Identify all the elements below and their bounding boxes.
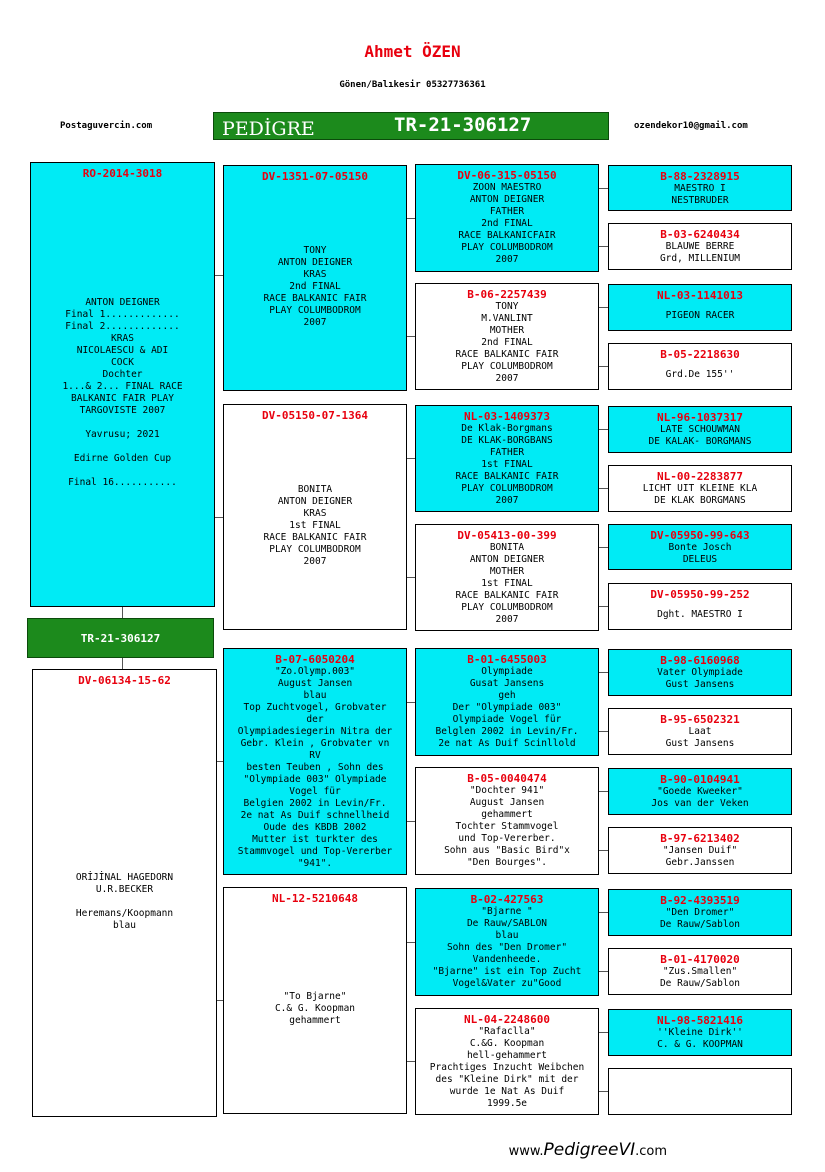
gen2-details: "Zo.Olymp.003" August Jansen blau Top Zuchtvogel, Grobvater der Olympiadesiegerin Nitra der Gebr. Klein , Grobvater vn RV besten Teuben , Sohn des "Olympiade 003" Olympiade Vogel für Belgien 2002 in Levin/Fr. 2e nat As Duif schnellheid Oude des KBDB 2002 Mutter ist turkter des Stammvogel und Top-Vererber "941". xyxy=(237,666,393,869)
gen4-ring: B-05-2218630 xyxy=(660,348,740,361)
connector-line xyxy=(216,761,223,762)
connector-line xyxy=(216,1000,223,1001)
gen4-card[interactable] xyxy=(608,165,792,211)
gen4-card[interactable] xyxy=(608,465,792,512)
gen4-details: PIGEON RACER xyxy=(665,310,735,321)
gen3-ring: B-02-427563 xyxy=(470,893,544,906)
gen3-ring: DV-06-315-05150 xyxy=(457,169,557,182)
gen4-details: "Zus.Smallen" De Rauw/Sablon xyxy=(659,966,741,989)
gen4-ring: NL-96-1037317 xyxy=(656,411,744,424)
connector-line xyxy=(407,702,415,703)
gen4-details: BLAUWE BERRE Grd, MILLENIUM xyxy=(659,241,741,264)
gen3-details: TONY M.VANLINT MOTHER 2nd FINAL RACE BALKANIC FAIR PLAY COLUMBODROM 2007 xyxy=(455,301,559,384)
pedigreevi-logo[interactable] xyxy=(509,1140,667,1160)
gen4-details: "Goede Kweeker" Jos van der Veken xyxy=(651,786,749,809)
pedigree-label: PEDİGRE xyxy=(222,118,315,140)
gen3-ring: B-01-6455003 xyxy=(467,653,547,666)
gen3-card[interactable] xyxy=(415,405,599,512)
gen3-card[interactable] xyxy=(415,767,599,875)
connector-line xyxy=(599,429,608,430)
gen4-card[interactable] xyxy=(608,524,792,570)
owner-name: Ahmet ÖZEN xyxy=(364,42,461,61)
gen4-card[interactable] xyxy=(608,827,792,874)
pedigree-banner xyxy=(213,112,609,140)
gen2-ring: NL-12-5210648 xyxy=(271,892,359,905)
sire-ring: RO-2014-3018 xyxy=(82,167,163,180)
gen4-details: "Den Dromer" De Rauw/Sablon xyxy=(659,907,741,930)
gen3-ring: NL-04-2248600 xyxy=(463,1013,551,1026)
gen2-details: BONITA ANTON DEIGNER KRAS 1st FINAL RACE BALKANIC FAIR PLAY COLUMBODROM 2007 xyxy=(263,483,367,567)
gen4-ring: NL-98-5821416 xyxy=(656,1014,744,1027)
gen4-card[interactable] xyxy=(608,948,792,995)
connector-line xyxy=(407,458,415,459)
gen3-card[interactable] xyxy=(415,648,599,756)
sire-card[interactable] xyxy=(30,162,215,607)
logo-brand: PedigreeVI xyxy=(543,1140,636,1160)
connector-line xyxy=(407,336,415,337)
gen4-card-empty[interactable] xyxy=(608,1068,792,1115)
gen3-card[interactable] xyxy=(415,164,599,272)
gen3-card[interactable] xyxy=(415,283,599,390)
owner-location-phone: Gönen/Balıkesir 05327736361 xyxy=(339,80,486,90)
connector-line xyxy=(407,1061,415,1062)
gen2-details: "To Bjarne" C.& G. Koopman gehammert xyxy=(274,991,356,1026)
gen4-card[interactable] xyxy=(608,284,792,331)
connector-line xyxy=(599,1032,608,1033)
banner-ring-number: TR-21-306127 xyxy=(394,114,532,136)
dam-card[interactable] xyxy=(32,669,217,1117)
gen3-details: "Rafaclla" C.&G. Koopman hell-gehammert Prachtiges Inzucht Weibchen des "Kleine Dirk" mit der wurde 1e Nat As Duif 1999.5e xyxy=(429,1026,585,1109)
website-text: Postaguvercin.com xyxy=(60,121,153,131)
connector-line xyxy=(599,850,608,851)
gen4-details: Vater Olympiade Gust Jansens xyxy=(657,667,743,690)
connector-line xyxy=(407,942,415,943)
gen4-card[interactable] xyxy=(608,343,792,390)
gen4-ring: NL-03-1141013 xyxy=(656,289,744,302)
gen4-details: ''Kleine Dirk'' C. & G. KOOPMAN xyxy=(657,1027,743,1050)
gen4-ring: B-90-0104941 xyxy=(660,773,740,786)
logo-suffix: .com xyxy=(635,1144,667,1159)
connector-line xyxy=(599,1091,608,1092)
gen4-ring: DV-05950-99-643 xyxy=(650,529,750,542)
gen2-details: TONY ANTON DEIGNER KRAS 2nd FINAL RACE BALKANIC FAIR PLAY COLUMBODROM 2007 xyxy=(263,244,367,328)
sire-details: ANTON DEIGNER Final 1............. Final 2............. KRAS NICOLAESCU & ADI COCK Dochter 1...& 2... FINAL RACE BALKANIC FAIR PLAY TARGOVISTE 2007 Yavrusu; 2021 Edirne Golden Cup Final 16........... xyxy=(62,297,183,488)
gen4-ring: B-98-6160968 xyxy=(660,654,740,667)
gen4-ring: B-97-6213402 xyxy=(660,832,740,845)
gen4-details: Laat Gust Jansens xyxy=(665,726,735,749)
gen4-card[interactable] xyxy=(608,708,792,755)
connector-line xyxy=(214,517,223,518)
grandsire-maternal-card[interactable] xyxy=(223,648,407,875)
gen3-ring: B-05-0040474 xyxy=(467,772,547,785)
gen2-ring: B-07-6050204 xyxy=(275,653,355,666)
gen4-card[interactable] xyxy=(608,1009,792,1056)
connector-line xyxy=(214,275,223,276)
connector-line xyxy=(599,672,608,673)
gen3-ring: NL-03-1409373 xyxy=(463,410,551,423)
gen4-ring: B-88-2328915 xyxy=(660,170,740,183)
gen4-ring: B-01-4170020 xyxy=(660,953,740,966)
connector-line xyxy=(599,606,608,607)
gen4-ring: B-92-4393519 xyxy=(660,894,740,907)
gen3-details: BONITA ANTON DEIGNER MOTHER 1st FINAL RACE BALKANIC FAIR PLAY COLUMBODROM 2007 xyxy=(455,542,559,625)
gen3-ring: B-06-2257439 xyxy=(467,288,547,301)
gen4-card[interactable] xyxy=(608,583,792,630)
granddam-maternal-card[interactable] xyxy=(223,887,407,1114)
gen3-details: Olympiade Gusat Jansens geh Der "Olympiade 003" Olympiade Vogel für Belglen 2002 in Levin/Fr. 2e nat As Duif Scinllold xyxy=(435,666,579,749)
gen4-ring: NL-00-2283877 xyxy=(656,470,744,483)
gen4-card[interactable] xyxy=(608,889,792,936)
dam-ring: DV-06134-15-62 xyxy=(78,674,171,687)
connector-line xyxy=(407,577,415,578)
gen4-card[interactable] xyxy=(608,223,792,270)
dam-details: ORİJİNAL HAGEDORN U.R.BECKER Heremans/Koopmann blau xyxy=(75,871,174,931)
gen4-ring: B-03-6240434 xyxy=(660,228,740,241)
logo-prefix: www. xyxy=(508,1144,544,1159)
connector-line xyxy=(599,366,608,367)
grandsire-paternal-card[interactable] xyxy=(223,165,407,391)
gen3-ring: DV-05413-00-399 xyxy=(457,529,557,542)
connector-line xyxy=(407,821,415,822)
connector-line xyxy=(599,188,608,189)
connector-line xyxy=(599,246,608,247)
gen3-details: "Dochter 941" August Jansen gehammert Tochter Stammvogel und Top-Vererber. Sohn aus "Basic Bird"x "Den Bourges". xyxy=(444,785,570,868)
gen4-details: MAESTRO I NESTBRUDER xyxy=(671,183,729,206)
gen3-details: ZOON MAESTRO ANTON DEIGNER FATHER 2nd FINAL RACE BALKANICFAIR PLAY COLUMBODROM 2007 xyxy=(458,182,556,265)
gen4-details: Bonte Josch DELEUS xyxy=(668,542,732,565)
subject-ring-label: TR-21-306127 xyxy=(27,618,214,658)
connector-line xyxy=(599,971,608,972)
connector-line xyxy=(599,307,608,308)
gen4-card[interactable] xyxy=(608,768,792,815)
granddam-paternal-card[interactable] xyxy=(223,404,407,630)
connector-line xyxy=(599,547,608,548)
gen4-ring: B-95-6502321 xyxy=(660,713,740,726)
gen3-card[interactable] xyxy=(415,888,599,996)
connector-line xyxy=(407,218,415,219)
gen3-card[interactable] xyxy=(415,1008,599,1115)
email-text: ozendekor10@gmail.com xyxy=(634,121,748,131)
gen4-details: LICHT UIT KLEINE KLA DE KLAK BORGMANS xyxy=(642,483,758,506)
connector-line xyxy=(599,791,608,792)
gen4-details: Dght. MAESTRO I xyxy=(657,609,743,620)
gen4-details: LATE SCHOUWMAN DE KALAK- BORGMANS xyxy=(648,424,752,447)
gen4-card[interactable] xyxy=(608,649,792,696)
gen2-ring: DV-05150-07-1364 xyxy=(262,409,368,422)
gen4-card[interactable] xyxy=(608,406,792,453)
gen3-details: De Klak-Borgmans DE KLAK-BORGBANS FATHER 1st FINAL RACE BALKANIC FAIR PLAY COLUMBODROM 2007 xyxy=(455,423,559,506)
gen2-ring: DV-1351-07-05150 xyxy=(262,170,368,183)
connector-line xyxy=(599,912,608,913)
gen3-details: "Bjarne " De Rauw/SABLON blau Sohn des "Den Dromer" Vandenheede. "Bjarne" ist ein Top Zucht Vogel&Vater zu"Good xyxy=(432,906,582,989)
connector-line xyxy=(599,731,608,732)
gen4-details: Grd.De 155'' xyxy=(665,369,735,380)
gen3-card[interactable] xyxy=(415,524,599,631)
gen4-details: "Jansen Duif" Gebr.Janssen xyxy=(662,845,738,868)
connector-line xyxy=(599,488,608,489)
gen4-ring: DV-05950-99-252 xyxy=(650,588,750,601)
